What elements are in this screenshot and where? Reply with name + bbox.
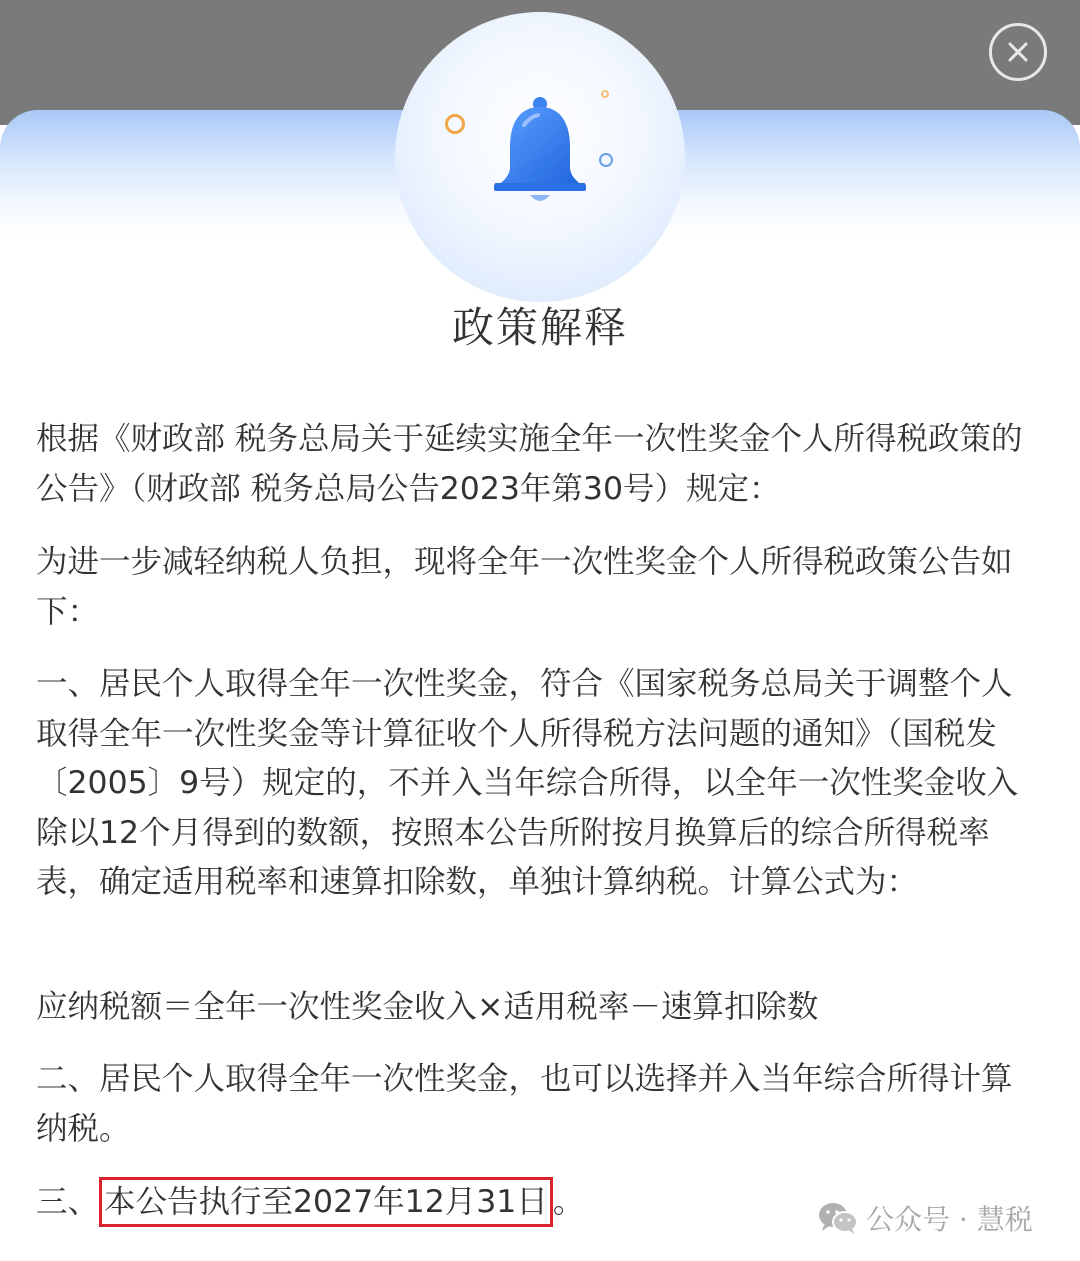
highlighted-expiry-date: 本公告执行至2027年12月31日 bbox=[99, 1177, 553, 1227]
policy-paragraph: 根据《财政部 税务总局关于延续实施全年一次性奖金个人所得税政策的公告》（财政部 税务总局公告2023年第30号）规定： bbox=[36, 421, 1023, 507]
wechat-icon bbox=[818, 1201, 858, 1235]
decorative-circle-small bbox=[601, 90, 609, 98]
dialog-title: 政策解释 bbox=[451, 303, 628, 352]
watermark bbox=[818, 1195, 1033, 1241]
policy-paragraph: 二、居民个人取得全年一次性奖金，也可以选择并入当年综合所得计算纳税。 bbox=[36, 1061, 1013, 1147]
close-icon bbox=[992, 26, 1044, 78]
decorative-circle-orange bbox=[445, 114, 465, 134]
policy-paragraph: 一、居民个人取得全年一次性奖金，符合《国家税务总局关于调整个人取得全年一次性奖金等计算征收个人所得税方法问题的通知》（国税发〔2005〕9号）规定的，不并入当年综合所得，以全年一次性奖金收入除以12个月得到的数额，按照本公告所附按月换算后的综合所得税率表，确定适用税率和速算扣除数，单独计算纳税。计算公式为： bbox=[36, 666, 1019, 900]
decorative-circle-blue bbox=[599, 153, 613, 167]
bell-icon bbox=[490, 95, 590, 210]
close-button[interactable] bbox=[989, 23, 1047, 81]
watermark-text: 公众号 · 慧税 bbox=[866, 1203, 1033, 1236]
period-mark: 。 bbox=[552, 1184, 585, 1220]
policy-paragraph: 为进一步减轻纳税人负担，现将全年一次性奖金个人所得税政策公告如下： bbox=[36, 544, 1013, 630]
list-number: 三、 bbox=[36, 1184, 100, 1220]
tax-formula: 应纳税额＝全年一次性奖金收入×适用税率－速算扣除数 bbox=[36, 989, 819, 1025]
